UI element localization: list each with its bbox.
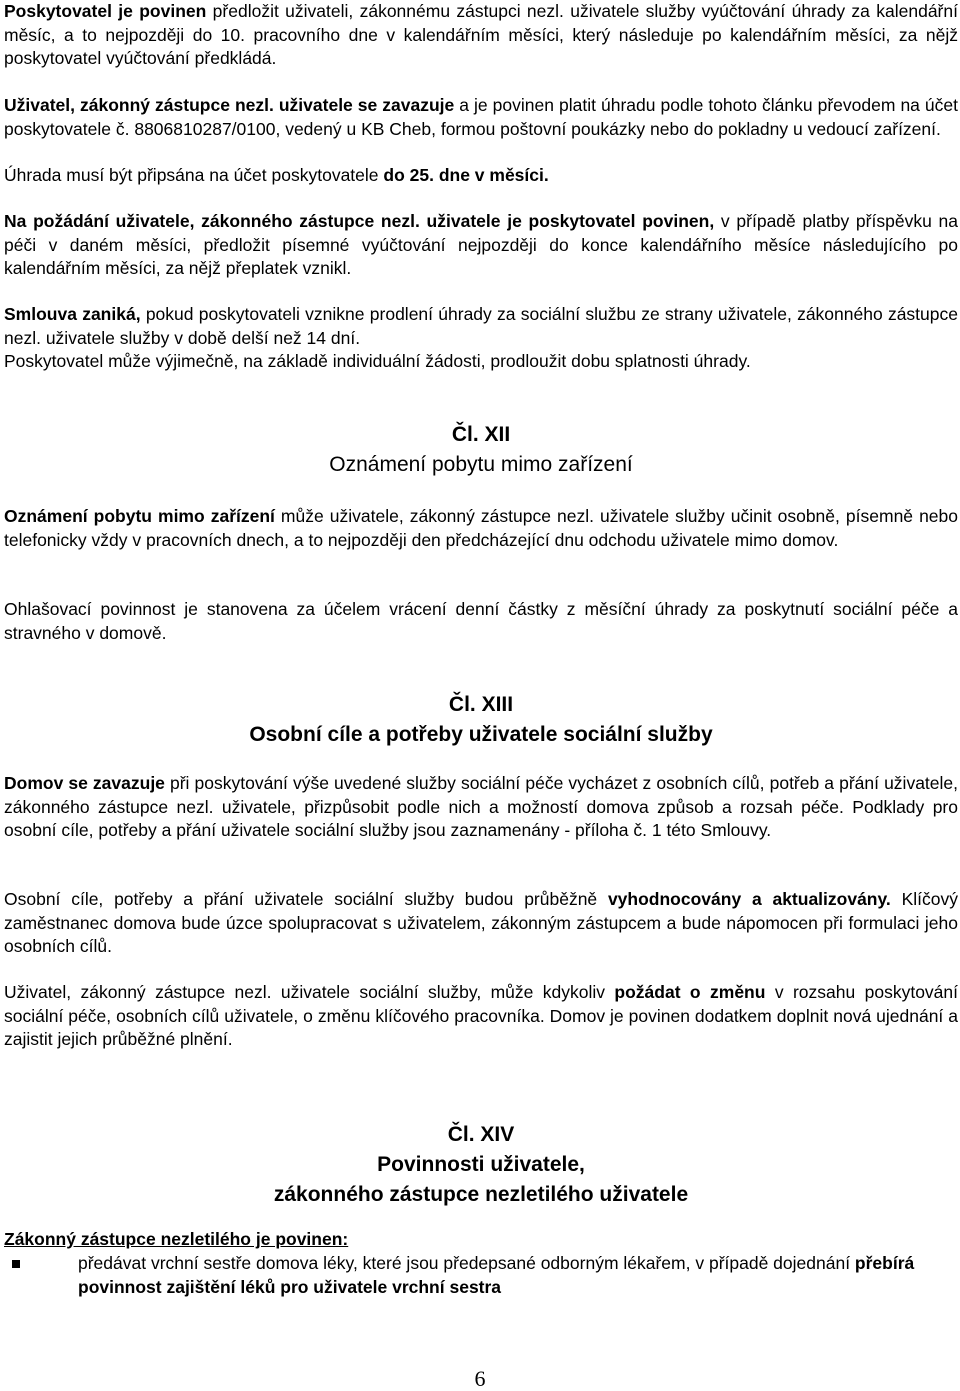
article-number: Čl. XII — [451, 423, 511, 446]
paragraph-text: Klíčový zaměstnanec domova bude úzce spolupracovat s uživatelem, zákonným zástupcem a bude nápomocen při formulaci jeho osobních cílů. — [4, 889, 958, 956]
paragraph-text: pokud poskytovateli vznikne prodlení úhrady za sociální službu ze strany uživatele, zákonného zástupce nezl. uživatele služby v době delší než 14 dní. — [4, 304, 958, 348]
paragraph-billing — [4, 0, 958, 71]
page-number: 6 — [474, 1366, 486, 1391]
paragraph-payment — [4, 94, 958, 141]
paragraph-text: při poskytování výše uvedené služby sociální péče vycházet z osobních cílů, potřeb a přání uživatele, zákonného zástupce nezl. uživatele, přizpůsobit podle nich a možností domova způsob a rozsah péče. Podklady pro osobní cíle, potřeby a přání uživatele sociální služby jsou zaznamenány - příloha č. 1 této Smlouvy. — [4, 773, 959, 840]
article-title-line-1: Povinnosti uživatele, — [377, 1153, 585, 1176]
list-item — [4, 1252, 958, 1299]
bold-text: do 25. dne v měsíci. — [383, 165, 549, 185]
paragraph-text: může uživatele, zákonný zástupce nezl. uživatele služby učinit osobně, písemně nebo telefonicky vždy v pracovních dnech, a to nejpozději den předcházející dnu odchodu uživatele mimo domov. — [4, 506, 958, 550]
article-number: Čl. XIII — [448, 693, 514, 716]
list-item-text — [78, 1252, 958, 1299]
bold-text: požádat o změnu — [614, 982, 766, 1002]
paragraph-text: v případě platby příspěvku na péči v daném měsíci, předložit písemné vyúčtování nejpozději do konce kalendářního měsíce následujícího po kalendářním měsíci, za nějž přeplatek vznikl. — [4, 211, 958, 278]
paragraph-text: předávat vrchní sestře domova léky, které jsou předepsané odborným lékařem, v případě dojednání — [78, 1253, 855, 1273]
paragraph-change-request — [4, 981, 958, 1052]
paragraph-extension — [4, 350, 958, 374]
paragraph-reporting-duty — [4, 598, 958, 645]
paragraph-statement-request — [4, 210, 958, 281]
paragraph-termination — [4, 303, 958, 350]
paragraph-text: Poskytovatel může výjimečně, na základě individuální žádosti, prodloužit dobu splatnosti úhrady. — [4, 351, 751, 371]
paragraph-text: a je povinen platit úhradu podle tohoto článku převodem na účet poskytovatele č. 8806810287/0100, vedený u KB Cheb, formou poštovní poukázky nebo do pokladny u vedoucí zařízení. — [4, 95, 959, 139]
paragraph-absence-notice — [4, 505, 958, 552]
bold-text: Oznámení pobytu mimo zařízení — [4, 506, 275, 526]
article-title-line-2: zákonného zástupce nezletilého uživatele — [273, 1183, 689, 1206]
paragraph-payment-deadline — [4, 164, 958, 188]
bold-text: Uživatel, zákonný zástupce nezl. uživatele se zavazuje — [4, 95, 455, 115]
square-bullet-icon — [12, 1260, 20, 1268]
bold-text: Smlouva zaniká, — [4, 304, 141, 324]
paragraph-text: Uživatel, zákonný zástupce nezl. uživatele sociální služby, může kdykoliv — [4, 982, 615, 1002]
article-title: Osobní cíle a potřeby uživatele sociální služby — [249, 723, 713, 746]
article-number: Čl. XIV — [447, 1123, 515, 1146]
bold-text: vyhodnocovány a aktualizovány. — [607, 889, 891, 909]
bold-text: přebírá povinnost zajištění léků pro uživatele vrchní sestra — [78, 1253, 915, 1297]
article-13-heading — [4, 690, 958, 750]
article-14-heading — [4, 1120, 958, 1210]
bold-text: Na požádání uživatele, zákonného zástupce nezl. uživatele je poskytovatel povinen, — [4, 211, 715, 231]
paragraph-personal-goals — [4, 772, 958, 843]
paragraph-text: předložit uživateli, zákonnému zástupci nezl. uživatele služby vyúčtování úhrady za kalendářní měsíc, a to nejpozději do 10. pracovního dne v kalendářním měsíci, který následuje po kalendářním měsíci, za nějž poskytovatel vyúčtování předkládá. — [4, 1, 958, 68]
bold-text: Poskytovatel je povinen — [4, 1, 207, 21]
paragraph-text: Ohlašovací povinnost je stanovena za účelem vrácení denní částky z měsíční úhrady za poskytnutí sociální péče a stravného v domově. — [4, 599, 958, 643]
obligations-subheading: Zákonný zástupce nezletilého je povinen: — [4, 1229, 349, 1249]
paragraph-text: v rozsahu poskytování sociální péče, osobních cílů uživatele, o změnu klíčového pracovníka. Domov je povinen dodatkem doplnit nová ujednání a zajistit jejich průběžné plnění. — [4, 982, 959, 1049]
article-12-heading — [4, 420, 958, 480]
paragraph-goals-review — [4, 888, 958, 959]
bold-text: Domov se zavazuje — [4, 773, 165, 793]
paragraph-text: Úhrada musí být připsána na účet poskytovatele — [4, 165, 384, 185]
paragraph-text: Osobní cíle, potřeby a přání uživatele sociální služby budou průběžně — [4, 889, 608, 909]
article-title: Oznámení pobytu mimo zařízení — [329, 453, 633, 476]
